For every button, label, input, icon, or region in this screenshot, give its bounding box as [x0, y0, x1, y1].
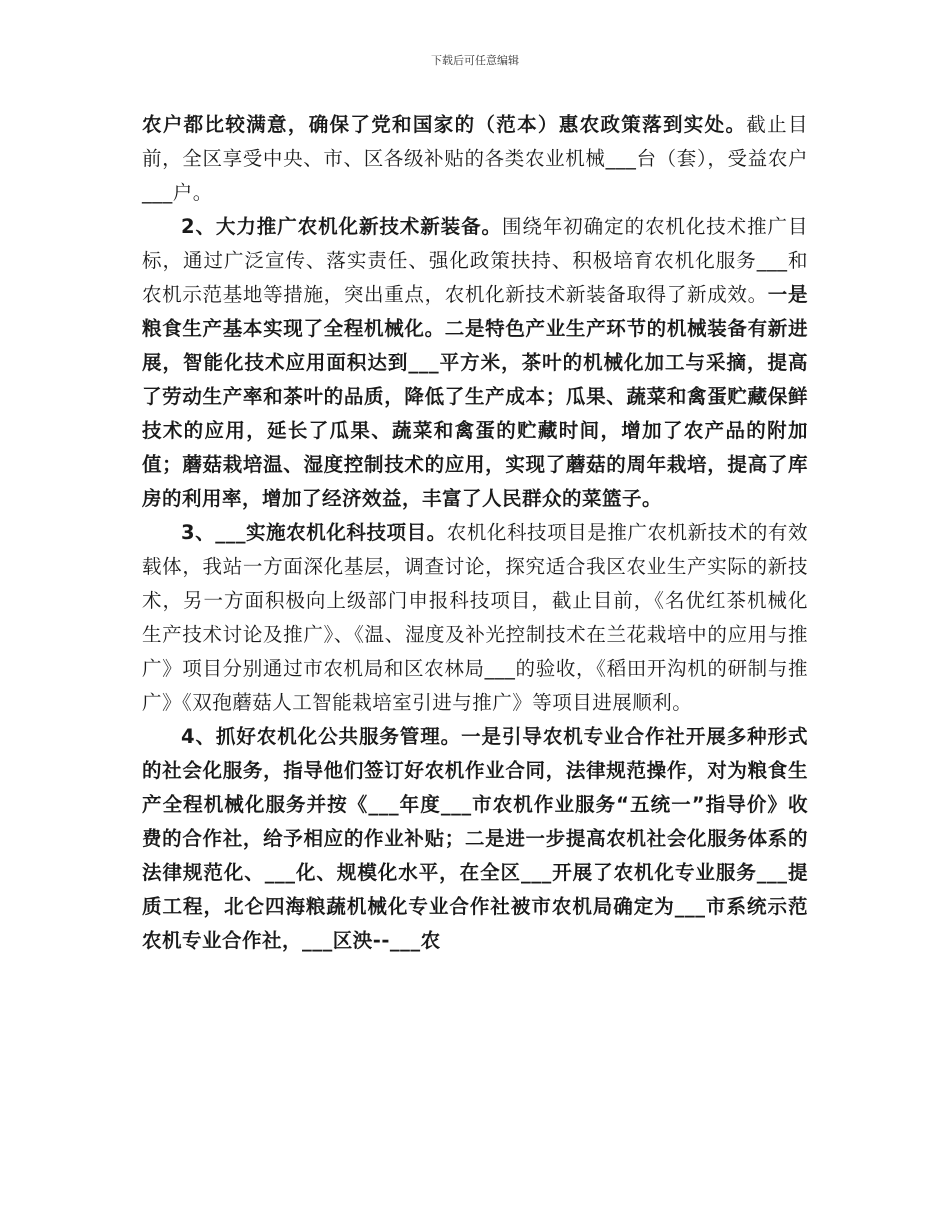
paragraph-4-bold-text: 4、抓好农机化公共服务管理。一是引导农机专业合作社开展多种形式的社会化服务，指导他们签订好农机作业合同，法律规范操作，对为粮食生产全程机械化服务并按《___年度___市农机作业服务“五统一”指导价》收费的合作社，给予相应的作业补贴；二是进一步提高农机社会化服务体系的法律规范化、___化、规模化水平，在全区___开展了农机化专业服务___提质工程，北仑四海粮蔬机械化专业合作社被市农机局确定为___市系统示范农机专业合作社，___区泱--___农	[142, 725, 808, 952]
paragraph-4	[142, 720, 808, 958]
paragraph-3-text: 农机化科技项目是推广农机新技术的有效载体，我站一方面深化基层，调查讨论，探究适合我区农业生产实际的新技术，另一方面积极向上级部门申报科技项目，截止目前，《名优红茶机械化生产技术讨论及推广》、《温、湿度及补光控制技术在兰花栽培中的应用与推广》项目分别通过市农机局和区农林局___的验收，《稻田开沟机的研制与推广》《双孢蘑菇人工智能栽培室引进与推广》等项目进展顺利。	[142, 521, 808, 714]
paragraph-2-heading: 2、大力推广农机化新技术新装备。	[181, 215, 502, 238]
paragraph-2-bold-text: 一是粮食生产基本实现了全程机械化。二是特色产业生产环节的机械装备有新进展，智能化技术应用面积达到___平方米，茶叶的机械化加工与采摘，提高了劳动生产率和茶叶的品质，降低了生产成本；瓜果、蔬菜和禽蛋贮藏保鲜技术的应用，延长了瓜果、蔬菜和禽蛋的贮藏时间，增加了农产品的附加值；蘑菇栽培温、湿度控制技术的应用，实现了蘑菇的周年栽培，提高了库房的利用率，增加了经济效益，丰富了人民群众的菜篮子。	[142, 283, 808, 510]
paragraph-3-heading: 3、___实施农机化科技项目。	[181, 521, 447, 544]
document-body	[142, 108, 808, 958]
paragraph-2	[142, 210, 808, 516]
paragraph-1	[142, 108, 808, 210]
paragraph-1-bold-text: 农户都比较满意，确保了党和国家的（范本）惠农政策落到实处。	[142, 113, 747, 136]
paragraph-3	[142, 516, 808, 720]
paragraph-2-text: 围绕年初确定的农机化技术推广目标，通过广泛宣传、落实责任、强化政策扶持、积极培育农机化服务___和农机示范基地等措施，突出重点，农机化新技术新装备取得了新成效。	[142, 215, 808, 306]
page-header: 下载后可任意编辑	[431, 54, 519, 67]
paragraph-1-text: 截止目前，全区享受中央、市、区各级补贴的各类农业机械___台（套），受益农户___户。	[142, 113, 808, 204]
